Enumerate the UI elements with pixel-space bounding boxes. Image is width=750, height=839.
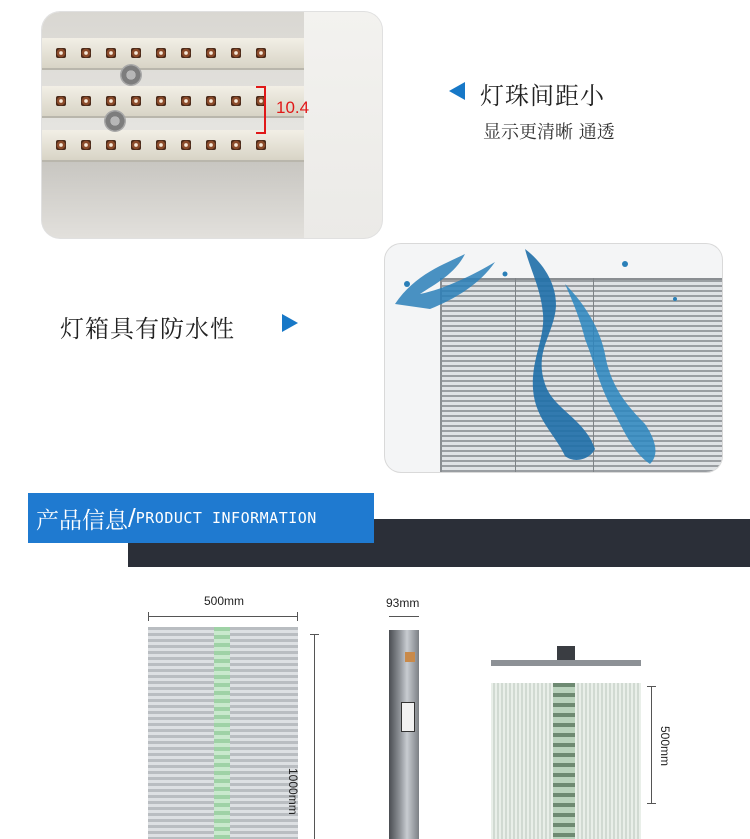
- led-dot: [56, 96, 66, 106]
- water-splash-illustration: [385, 244, 722, 472]
- section-title-separator: /: [128, 505, 136, 531]
- led-dot: [181, 96, 191, 106]
- front-view-drawing: [148, 627, 298, 839]
- led-dot: [106, 140, 116, 150]
- led-dot: [231, 48, 241, 58]
- led-dot: [231, 96, 241, 106]
- led-dot: [156, 96, 166, 106]
- led-strip-closeup-photo: [42, 12, 382, 238]
- led-dot: [106, 96, 116, 106]
- led-dot: [156, 48, 166, 58]
- triangle-right-icon: [282, 314, 298, 332]
- section-title-en: PRODUCT INFORMATION: [135, 509, 317, 527]
- led-dot: [181, 48, 191, 58]
- back-height-label: 500mm: [658, 726, 672, 767]
- led-dot: [206, 140, 216, 150]
- led-dot: [56, 140, 66, 150]
- side-depth-dimension-line: [389, 616, 419, 617]
- front-width-dimension-line: [148, 616, 298, 617]
- led-dot: [81, 140, 91, 150]
- led-dot: [206, 48, 216, 58]
- feature-title-pitch: 灯珠间距小: [480, 82, 605, 110]
- side-depth-label: 93mm: [386, 596, 420, 610]
- led-dot: [106, 48, 116, 58]
- front-height-label: 1000mm: [286, 768, 300, 815]
- front-height-dimension-line: [314, 634, 315, 839]
- section-title-cn: 产品信息: [36, 507, 128, 534]
- led-dot: [256, 140, 266, 150]
- led-dot: [56, 48, 66, 58]
- feature-title-waterproof: 灯箱具有防水性: [60, 315, 235, 343]
- pitch-measurement: 10.4: [276, 98, 310, 117]
- led-dot: [256, 48, 266, 58]
- led-dot: [81, 96, 91, 106]
- feature-subtitle-pitch: 显示更清晰 通透: [483, 122, 615, 143]
- front-width-label: 500mm: [204, 594, 245, 608]
- led-dot: [231, 140, 241, 150]
- led-dot: [156, 140, 166, 150]
- pitch-measure-bracket: [256, 86, 266, 134]
- back-height-dimension-line: [651, 686, 652, 804]
- led-dot: [131, 140, 141, 150]
- top-rail-drawing: [491, 660, 641, 666]
- back-view-drawing: [491, 683, 641, 839]
- side-view-drawing: [389, 630, 419, 839]
- led-dot: [131, 48, 141, 58]
- waterproof-splash-photo: [385, 244, 722, 472]
- led-dot: [206, 96, 216, 106]
- led-dot: [81, 48, 91, 58]
- section-header-tab: [28, 493, 374, 543]
- triangle-left-icon: [449, 82, 465, 100]
- led-dot: [181, 140, 191, 150]
- led-dot: [131, 96, 141, 106]
